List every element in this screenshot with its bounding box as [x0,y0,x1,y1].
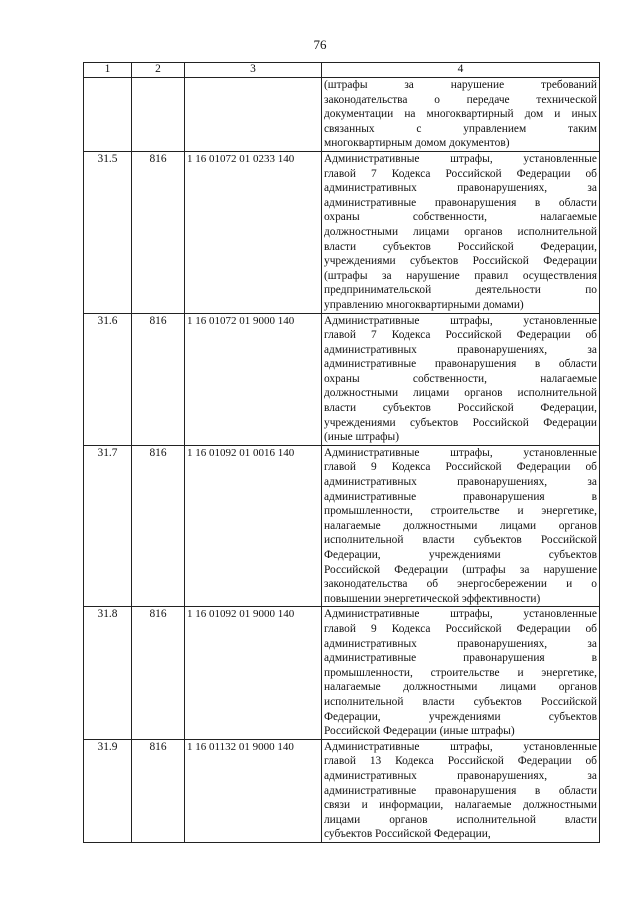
description-line: субъектов Российской Федерации, [324,828,491,841]
description-line: административных правонарушениях, за [324,637,597,650]
description-line: документации на многоквартирный дом и иных [324,108,597,121]
description-line: учреждениями субъектов Российской Федерации [324,255,597,268]
table-row [84,445,600,607]
row-number-cell: 31.6 [84,313,132,445]
description-line: должностными лицами органов исполнительной [324,225,597,238]
document-table [83,62,600,843]
description-line: промышленности, строительстве и энергетике, [324,505,597,518]
description-line: промышленности, строительстве и энергетике, [324,666,597,679]
admin-code-cell [132,78,185,152]
description-cell [322,739,600,842]
description-line: исполнительной власти субъектов Российской [324,695,597,708]
description-line: административных правонарушениях, за [324,476,597,489]
description-line: связи и информации, налагаемые должностными [324,799,597,812]
admin-code-cell: 816 [132,313,185,445]
description-cell [322,313,600,445]
description-line: охраны собственности, налагаемые [324,211,597,224]
description-line: многоквартирным домом документов) [324,137,510,150]
description-line: Российской Федерации (штрафы за нарушение [324,563,597,576]
description-line: главой 9 Кодекса Российской Федерации об [324,622,597,635]
admin-code-cell: 816 [132,151,185,313]
description-line: Административные штрафы, установленные [324,608,597,621]
description-line: административные правонарушения в области [324,196,597,209]
description-line: (штрафы за нарушение требований [324,79,597,91]
description-line: (иные штрафы) [324,431,400,444]
description-line: главой 9 Кодекса Российской Федерации об [324,461,597,474]
budget-code-cell: 1 16 01092 01 9000 140 [185,607,322,739]
description-line: административные правонарушения в области [324,358,597,371]
admin-code-cell: 816 [132,607,185,739]
description-line: главой 13 Кодекса Российской Федерации об [324,755,597,768]
table-header-row [84,63,600,78]
budget-code-cell: 1 16 01092 01 0016 140 [185,445,322,607]
description-line: лицами органов исполнительной власти [324,813,597,826]
table-row [84,151,600,313]
description-line: исполнительной власти субъектов Российской [324,534,597,547]
description-line: Федерации, учреждениями субъектов [324,710,597,723]
description-line: охраны собственности, налагаемые [324,372,597,385]
table-row [84,78,600,152]
description-line: Федерации, учреждениями субъектов [324,549,597,561]
description-line: административных правонарушениях, за [324,769,597,782]
description-line: Административные штрафы, установленные [324,152,597,165]
header-col-2: 2 [132,63,185,78]
description-line: Административные штрафы, установленные [324,740,597,753]
description-line: административные правонарушения в [324,490,597,503]
description-line: Российской Федерации (иные штрафы) [324,725,515,738]
budget-code-cell: 1 16 01072 01 9000 140 [185,313,322,445]
table-row [84,313,600,445]
description-line: административные правонарушения в [324,652,597,665]
description-line: законодательства о передаче технической [324,93,597,106]
description-line: учреждениями субъектов Российской Федерации [324,416,597,429]
budget-code-cell: 1 16 01132 01 9000 140 [185,739,322,842]
budget-code-cell: 1 16 01072 01 0233 140 [185,151,322,313]
description-line: административные правонарушения в области [324,784,597,797]
header-col-4: 4 [322,63,600,78]
description-line: налагаемые должностными лицами органов [324,681,597,694]
row-number-cell: 31.7 [84,445,132,607]
description-line: административных правонарушениях, за [324,182,597,195]
description-line: предпринимательской деятельности по [324,284,597,297]
description-cell [322,607,600,739]
description-line: власти субъектов Российской Федерации, [324,240,597,253]
row-number-cell: 31.9 [84,739,132,842]
description-cell [322,78,600,152]
description-line: связанных с управлением таким [324,122,597,135]
description-line: административных правонарушениях, за [324,343,597,356]
row-number-cell: 31.5 [84,151,132,313]
header-col-3: 3 [185,63,322,78]
description-line: Административные штрафы, установленные [324,314,597,327]
description-cell [322,445,600,607]
page-number: 76 [313,37,327,52]
row-number-cell: 31.8 [84,607,132,739]
description-line: главой 7 Кодекса Российской Федерации об [324,167,597,180]
description-line: повышении энергетической эффективности) [324,592,541,605]
description-line: управлению многоквартирными домами) [324,298,524,311]
description-line: власти субъектов Российской Федерации, [324,402,597,415]
description-cell [322,151,600,313]
description-line: главой 7 Кодекса Российской Федерации об [324,329,597,342]
table-body [84,78,600,843]
admin-code-cell: 816 [132,445,185,607]
budget-code-cell [185,78,322,152]
admin-code-cell: 816 [132,739,185,842]
description-line: должностными лицами органов исполнительной [324,387,597,400]
description-line: Административные штрафы, установленные [324,446,597,459]
header-col-1: 1 [84,63,132,78]
table-row [84,607,600,739]
table-row [84,739,600,842]
description-line: (штрафы за нарушение правил осуществления [324,269,597,282]
description-line: законодательства об энергосбережении и о [324,578,597,591]
row-number-cell [84,78,132,152]
description-line: налагаемые должностными лицами органов [324,519,597,532]
